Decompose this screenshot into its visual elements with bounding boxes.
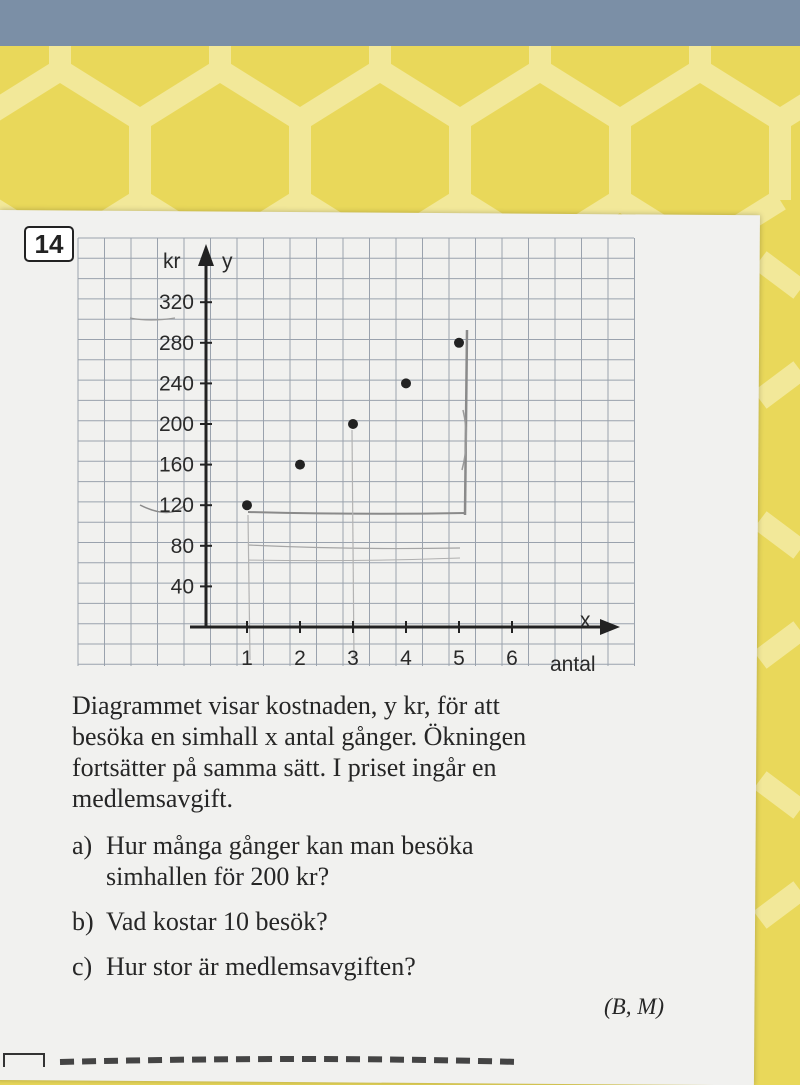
question-letter: b)	[72, 907, 94, 936]
data-point	[295, 460, 305, 470]
question-text: simhallen för 200 kr?	[106, 862, 330, 891]
next-task-cutoff	[0, 1048, 800, 1067]
task-number-badge: 14	[24, 226, 74, 262]
difficulty-tags: (B, M)	[604, 994, 665, 1019]
question-b	[72, 906, 712, 937]
question-letter: a)	[72, 831, 93, 860]
data-point	[242, 500, 252, 510]
y-axis-arrow	[198, 244, 214, 266]
y-axis-unit-label: kr	[163, 250, 181, 273]
x-axis-arrow	[600, 619, 620, 635]
data-point	[454, 338, 464, 348]
intro-line: medlemsavgift.	[72, 784, 234, 813]
y-tick-label: 80	[170, 534, 194, 558]
y-tick-label: 40	[170, 575, 194, 599]
data-point	[401, 378, 411, 388]
x-tick-label: 3	[347, 647, 359, 670]
y-tick-label: 320	[158, 291, 194, 315]
x-axis-unit-label: antal	[550, 653, 596, 676]
intro-line: Diagrammet visar kostnaden, y kr, för att	[72, 691, 500, 720]
x-axis-variable-label: x	[580, 609, 591, 632]
intro-line: besöka en simhall x antal gånger. Ökningen	[72, 722, 527, 751]
problem-text	[72, 690, 712, 982]
intro-line: fortsätter på samma sätt. I priset ingår en	[72, 753, 497, 782]
x-tick-label: 2	[294, 647, 306, 670]
pencil-marks	[130, 318, 467, 660]
x-tick-label: 4	[400, 647, 412, 670]
question-text: Hur många gånger kan man besöka	[106, 831, 474, 860]
question-c	[72, 951, 712, 982]
question-text: Hur stor är medlemsavgiften?	[106, 952, 416, 981]
y-tick-label: 160	[158, 453, 194, 477]
y-axis-variable-label: y	[222, 250, 233, 273]
question-letter: c)	[72, 952, 93, 981]
chart-ticks	[159, 291, 518, 670]
question-text: Vad kostar 10 besök?	[106, 907, 328, 936]
y-tick-label: 120	[158, 494, 194, 518]
data-point	[348, 419, 358, 429]
y-tick-label: 200	[158, 413, 194, 436]
x-tick-label: 6	[506, 647, 518, 670]
x-tick-label: 1	[241, 647, 253, 670]
y-tick-label: 240	[158, 372, 194, 396]
y-tick-label: 280	[158, 331, 194, 355]
question-a	[72, 830, 712, 892]
x-tick-label: 5	[453, 647, 465, 670]
